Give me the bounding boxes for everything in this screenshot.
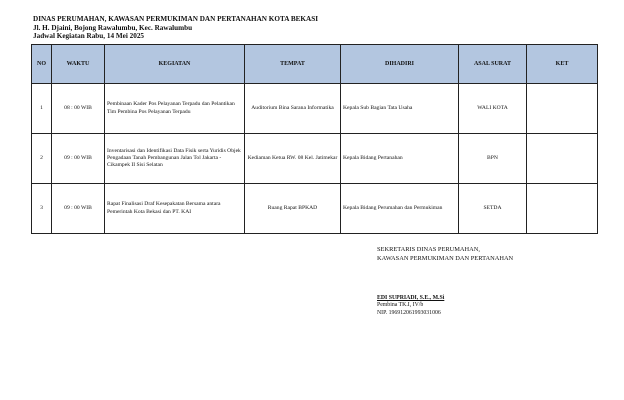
signatory-rank: Pembina TK.I, IV/b	[377, 302, 424, 309]
table-row	[32, 184, 598, 234]
agency-name: DINAS PERUMAHAN, KAWASAN PERMUKIMAN DAN PERTANAHAN KOTA BEKASI	[33, 15, 318, 23]
cell-kegiatan: Rapat Finalisasi Draf Kesepakatan Bersama antara Pemerintah Kota Bekasi dan PT. KAI	[105, 184, 245, 234]
column-header-asal-surat: ASAL SURAT	[459, 45, 527, 84]
cell-tempat: Ruang Rapat BPKAD	[245, 184, 341, 234]
cell-asal-surat: SETDA	[459, 184, 527, 234]
signatory-title-line2: KAWASAN PERMUKIMAN DAN PERTANAHAN	[377, 254, 514, 262]
cell-dihadiri: Kepala Bidang Perumahan dan Permukiman	[341, 184, 459, 234]
cell-waktu: 09 : 00 WIB	[52, 134, 105, 184]
signatory-name: EDI SUPRIADI, S.E., M.Si	[377, 294, 445, 301]
column-header-kegiatan: KEGIATAN	[105, 45, 245, 84]
cell-tempat: Auditorium Bina Sarana Informatika	[245, 84, 341, 134]
cell-ket	[527, 134, 598, 184]
column-header-ket: KET	[527, 45, 598, 84]
column-header-waktu: WAKTU	[52, 45, 105, 84]
document-header	[33, 15, 318, 41]
cell-waktu: 09 : 00 WIB	[52, 184, 105, 234]
table-header-row	[32, 45, 598, 84]
cell-kegiatan: Inventarisasi dan Identifikasi Data Fisik serta Yuridis Objek Pengadaan Tanah Pembangunan Jalan Tol Jakarta - Cikampek II Sisi Selatan	[105, 134, 245, 184]
table-row	[32, 84, 598, 134]
agency-address: Jl. H. Djaini, Bojong Rawalumbu, Kec. Rawalumbu	[33, 23, 193, 32]
cell-no: 2	[32, 134, 52, 184]
cell-waktu: 08 : 00 WIB	[52, 84, 105, 134]
cell-no: 3	[32, 184, 52, 234]
cell-kegiatan: Pembinaan Kader Pos Pelayanan Terpadu dan Pelantikan Tim Pembina Pos Pelayanan Terpadu	[105, 84, 245, 134]
cell-no: 1	[32, 84, 52, 134]
cell-asal-surat: BPN	[459, 134, 527, 184]
cell-dihadiri: Kepala Bidang Pertanahan	[341, 134, 459, 184]
column-header-tempat: TEMPAT	[245, 45, 341, 84]
schedule-table	[31, 44, 598, 234]
schedule-date: Jadwal Kegiatan Rabu, 14 Mei 2025	[33, 32, 145, 41]
cell-ket	[527, 184, 598, 234]
signature-block	[377, 246, 513, 317]
cell-dihadiri: Kepala Sub Bagian Tata Usaha	[341, 84, 459, 134]
cell-ket	[527, 84, 598, 134]
cell-asal-surat: WALI KOTA	[459, 84, 527, 134]
signatory-title-line1: SEKRETARIS DINAS PERUMAHAN,	[377, 246, 480, 253]
column-header-no: NO	[32, 45, 52, 84]
table-row	[32, 134, 598, 184]
signatory-nip: NIP. 196912061993031006	[377, 309, 441, 316]
column-header-dihadiri: DIHADIRI	[341, 45, 459, 84]
cell-tempat: Kediaman Ketua RW. 08 Kel. Jatimekar	[245, 134, 341, 184]
